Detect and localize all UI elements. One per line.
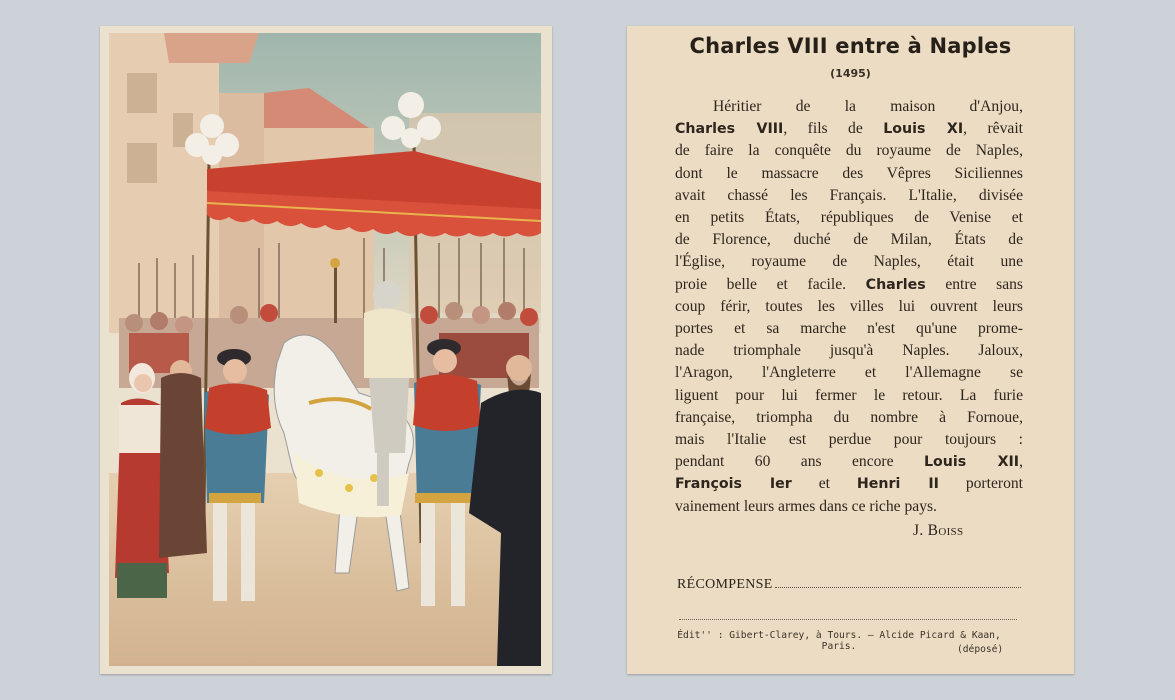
body-line: [675, 296, 1023, 318]
text-run: liguent pour lui fermer le retour. La furie: [675, 386, 1023, 404]
text-run: de faire la conquête du royaume de Naples,: [675, 142, 1023, 160]
author-signature: J. Boiss: [913, 522, 964, 539]
body-line: [675, 185, 1023, 207]
name-charles: Charles: [865, 276, 926, 293]
name-louis-xi: Louis XI: [883, 121, 964, 138]
text-run: et: [791, 475, 857, 493]
reward-dotted-blank: [775, 575, 1021, 588]
body-line: [675, 207, 1023, 229]
illustrated-card-front: [100, 26, 552, 674]
text-run: mais l'Italie est perdue pour toujours :: [675, 431, 1023, 449]
body-line: [675, 362, 1023, 384]
name-louis-xii: Louis XII: [923, 454, 1020, 471]
text-run: porteront: [938, 475, 1023, 493]
text-run: vainement leurs armes dans ce riche pays.: [675, 497, 937, 515]
text-run: l'Église, royaume de Naples, était une: [675, 253, 1023, 271]
text-run: pendant 60 ans encore: [675, 453, 924, 471]
publisher-imprint: Édit'' : Gibert-Clarey, à Tours. — Alcide Picard & Kaan, Paris.: [677, 630, 1001, 652]
reward-line: [677, 575, 1021, 593]
body-line: [675, 163, 1023, 185]
body-line: [675, 429, 1023, 451]
body-line: [675, 318, 1023, 340]
name-henri-ii: Henri II: [856, 476, 939, 493]
text-run: dont le massacre des Vêpres Siciliennes: [675, 164, 1023, 182]
text-run: coup férir, toutes les villes lui ouvrent leurs: [675, 297, 1023, 315]
name-francois-i: François Ier: [675, 476, 792, 493]
text-run: de Florence, duché de Milan, États de: [675, 231, 1023, 249]
body-line: [675, 118, 1023, 140]
text-run: portes et sa marche n'est qu'une prome-: [675, 320, 1023, 338]
monk-figure: [159, 360, 207, 558]
name-charles-viii: Charles VIII: [675, 121, 784, 138]
text-run: ,: [1019, 453, 1023, 471]
text-run: , rêvait: [963, 120, 1023, 138]
body-line: [675, 451, 1023, 473]
card-year: (1495): [830, 67, 871, 80]
second-dotted-blank: [679, 619, 1017, 620]
text-run: nade triomphale jusqu'à Naples. Jaloux,: [675, 342, 1023, 360]
body-line: [675, 496, 1023, 518]
body-line: [675, 340, 1023, 362]
text-run: entre sans: [925, 275, 1023, 293]
text-run: française, triompha du nombre à Fornoue,: [675, 408, 1023, 426]
body-line: [675, 473, 1023, 495]
procession-illustration: [109, 33, 541, 666]
text-card-back: [627, 26, 1074, 674]
text-run: l'Aragon, l'Angleterre et l'Allemagne se: [675, 364, 1023, 382]
body-line: [675, 407, 1023, 429]
body-line: [675, 140, 1023, 162]
body-line: [675, 229, 1023, 251]
text-run: en petits États, républiques de Venise et: [675, 209, 1023, 227]
text-run: , fils de: [783, 120, 884, 138]
body-line: [675, 385, 1023, 407]
body-line: [675, 274, 1023, 296]
card-title: Charles VIII entre à Naples: [689, 34, 1012, 58]
text-run: avait chassé les Français. L'Italie, divisée: [675, 186, 1023, 204]
card-body-text: [675, 96, 1023, 518]
illustration: [109, 33, 541, 666]
text-run: proie belle et facile.: [675, 275, 866, 293]
body-line: [675, 251, 1023, 273]
deposited-mark: (déposé): [957, 644, 1004, 655]
text-run: Héritier de la maison d'Anjou,: [713, 98, 1023, 115]
body-line: [675, 96, 1023, 118]
reward-label: RÉCOMPENSE: [677, 577, 773, 592]
